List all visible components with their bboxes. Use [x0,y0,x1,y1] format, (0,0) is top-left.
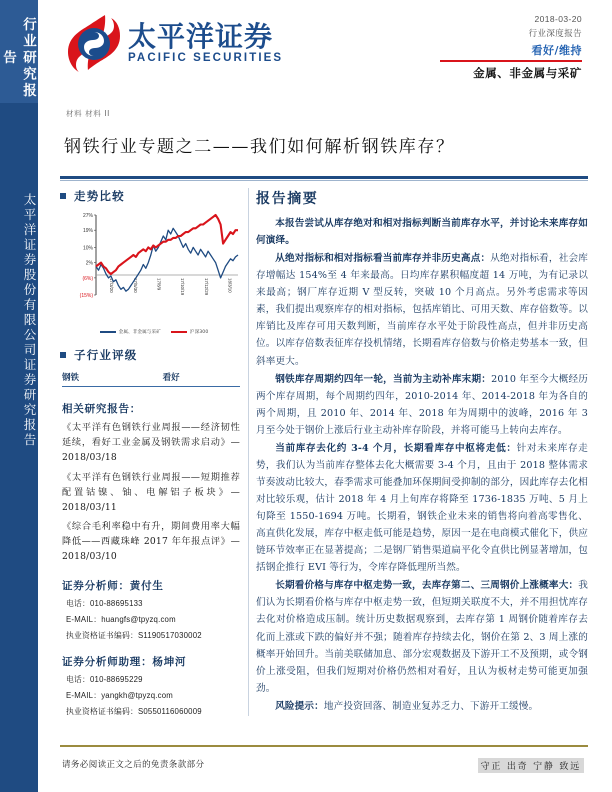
header-red-rule [440,60,582,62]
summary-paragraph: 当前库存去化约 3-4 个月，长期看库存中枢将走低：针对未来库存走势，我们认为当前库存整体去化大概需要 3-4 个月，且由于 2018 整体需求节奏波动比较大，春季需求可能叠加环保期间受抑制的部分，因此库存去化相对比较乐观，估计 2018 年 4 月上旬库存将降至 1736-1835 万吨、5 月上旬降至 1550-1694 万吨。长期看，钢铁企业未来的销售将向着高零售化、高直供化发展，库存中枢走低可能是趋势，原因一是在电商模式催化下，供应链环节效率正在显著提高；二是钢厂销售渠道扁平化令直供比例显著增加，包括钢企推行 EVI 等行为，令库存降低理所当然。 [256,442,588,574]
legend-swatch-0 [100,331,116,333]
summary-paragraph: 本报告尝试从库存绝对和相对指标判断当前库存水平，并讨论未来库存如何演绎。 [256,218,588,247]
list-item[interactable]: 《太平洋有色钢铁行业周报——经济韧性延续，看好工业金属及钢铁需求启动》—2018/03/18 [62,422,240,463]
chart-legend [62,329,246,335]
svg-text:(6%): (6%) [82,275,93,282]
chart-svg [62,209,242,327]
column-divider [248,188,249,716]
analyst-license: 执业资格证书编码：S1190517030002 [66,631,202,641]
rating-row-value: 看好 [91,369,240,387]
bullet-square-icon [60,352,66,358]
analyst-name: 证券分析师：黄付生 [62,580,164,593]
sidebar-top-label: 行业研究报告 [0,17,36,100]
footer-slogan: 守正 出奇 宁静 致远 [478,758,584,773]
summary-heading: 报告摘要 [256,191,319,207]
header-meta [392,14,582,81]
legend-item-0 [100,329,161,335]
assistant-license: 执业资格证书编码：S0550116060009 [66,707,202,717]
footer-disclaimer: 请务必阅读正文之后的免责条款部分 [62,760,205,770]
report-header [38,0,612,100]
legend-label-1: 沪深300 [189,330,209,335]
assistant-phone: 电话：010-88695229 [66,675,143,685]
chart-block-header [60,188,246,204]
summary-paragraph: 风险提示：地产投资回落、制造业复苏乏力、下游开工缓慢。 [275,700,539,712]
logo-english-name: PACIFIC SECURITIES [128,52,284,65]
analyst-email[interactable]: E-MAIL：huangfs@tpyzq.com [66,615,176,625]
sidebar-top-band [0,0,38,103]
pacific-securities-logo-icon [64,12,122,74]
list-item[interactable]: 《综合毛利率稳中有升，期间费用率大幅降低——西藏珠峰 2017 年年报点评》—2018/03/10 [62,521,240,563]
svg-text:19%: 19% [82,228,93,235]
rating-block-header [60,347,246,363]
svg-text:17/5/30: 17/5/30 [132,278,138,293]
summary-paragraph: 长期看价格与库存中枢走势一致，去库存第二、三周钢价上涨概率大：我们认为长期看价格与库存中枢走势一致，但短期关联度不大，并不用担忧库存去化对价格造成压制。统计历史数据观察到，去库存第 1 周钢价随着库存去化而上涨或下跌的偏好并不强；随着库存持续去化，钢价在第 2、3 周上涨的概率开始回升。当前美联储加息、部分宏观数据及下游开工不及预期，或令钢价上涨受阻，但我们短期对价格仍然相对看好，且认为板材走势可能更加强劲。 [256,580,588,694]
svg-text:17/8/9: 17/8/9 [156,278,162,291]
company-logo [64,12,283,74]
assistant-name: 证券分析师助理：杨坤河 [62,656,187,669]
sidebar-bottom-label: 太平洋证券股份有限公司证券研究报告 [22,193,37,448]
svg-text:17/3/20: 17/3/20 [109,278,115,293]
rating-block-title: 子行业评级 [74,348,138,362]
svg-text:18/3/10: 18/3/10 [227,278,233,293]
breadcrumb: 材料 材料 II [66,109,110,118]
legend-item-1 [171,329,208,335]
svg-text:17/12/29: 17/12/29 [203,278,209,296]
sidebar-bottom-band [0,103,38,792]
svg-text:(15%): (15%) [79,293,93,299]
report-date: 2018-03-20 [534,14,582,24]
footer-divider [60,745,588,747]
svg-text:27%: 27% [82,213,93,219]
title-divider [60,176,588,179]
right-column [256,188,588,716]
related-research-title: 相关研究报告： [62,403,142,415]
summary-body [256,215,588,715]
trend-comparison-chart [62,209,242,327]
svg-text:17/10/19: 17/10/19 [180,278,186,296]
bullet-square-icon [60,193,66,199]
legend-swatch-1 [171,331,187,333]
title-divider-thin [60,180,588,181]
left-column [60,188,246,717]
rating-row-name: 钢铁 [62,369,91,387]
rating-badge: 看好/维持 [531,44,582,57]
left-sidebar [0,0,38,792]
summary-paragraph: 从绝对指标和相对指标看当前库存并非历史高点：从绝对指标看，社会库存增幅达 154%至 4 年来最高。日均库存累积幅度超 14 万吨，为有记录以来最高；钢厂库存近期 V 型反转，突破 10 个月高点。另外考虑需求等因素，我们提出观察库存的相对指标，包括库销比、可用天数、库存倍数等。以库销比及库存可用天数判断，当前库存水平处于阶段性高点，但并非历史高位。以库存倍数表征库存投机情绪，长期看库存倍数与价格走势基本一致，但斜率更大。 [256,253,588,367]
assistant-email[interactable]: E-MAIL：yangkh@tpyzq.com [66,691,173,701]
sector-name: 金属、非金属与采矿 [473,66,582,81]
logo-wordmark [128,19,284,65]
table-row [62,369,240,387]
chart-block-title: 走势比较 [74,189,125,203]
report-type: 行业深度报告 [528,29,582,39]
summary-paragraph: 钢铁库存周期约四年一轮，当前为主动补库末期：2010 年至今大概经历两个库存周期，每个周期约四年，2010-2014 年、2014-2018 年为各自的两个周期，且 2010 年、2014 年、2018 年为周期中的波峰，2016 年 3 月至今处于钢价上涨后行业主动补库存阶段，并将可能马上转向去库存。 [256,373,589,436]
svg-text:2%: 2% [85,260,93,267]
chart-series-0 [96,228,238,291]
page-content [38,0,612,792]
svg-text:10%: 10% [82,245,93,252]
legend-label-0: 金属、非金属与采矿 [118,330,161,335]
analyst-phone: 电话：010-88695133 [66,599,143,609]
sub-industry-rating-table [62,369,240,387]
logo-chinese-name: 太平洋证券 [128,19,274,53]
list-item[interactable]: 《太平洋有色钢铁行业周报——短期推荐配置钴镍、铀、电解铝子板块》—2018/03/11 [62,471,240,513]
page-title: 钢铁行业专题之二——我们如何解析钢铁库存？ [64,137,455,157]
